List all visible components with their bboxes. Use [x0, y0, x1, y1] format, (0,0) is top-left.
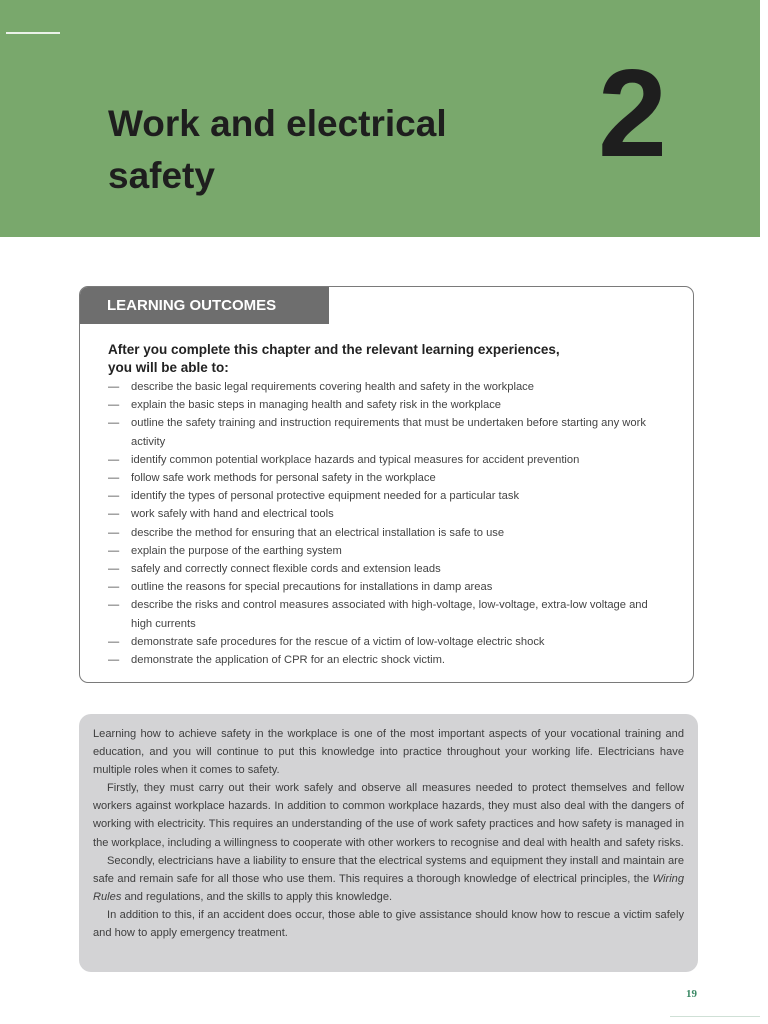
dash-bullet: — [108, 654, 120, 667]
outcome-item [108, 414, 668, 450]
outcome-item [108, 596, 668, 632]
outcome-text: work safely with hand and electrical tools [131, 508, 334, 521]
introduction-panel [79, 714, 698, 972]
outcome-text: follow safe work methods for personal safety in the workplace [131, 472, 436, 485]
learning-outcomes-list [108, 378, 668, 669]
outcome-text: demonstrate safe procedures for the rescue of a victim of low-voltage electric shock [131, 635, 545, 648]
outcome-item [108, 469, 668, 487]
dash-bullet: — [108, 490, 120, 503]
outcome-text: identify the types of personal protective equipment needed for a particular task [131, 490, 520, 503]
intro-paragraph-4: In addition to this, if an accident does occur, those able to give assistance should know how to rescue a victim safely and how to apply emergency treatment. [93, 908, 684, 940]
outcome-text: describe the basic legal requirements covering health and safety in the workplace [131, 381, 534, 393]
dash-bullet: — [108, 399, 120, 412]
chapter-header [0, 0, 760, 237]
outcome-item [108, 451, 668, 469]
intro-paragraph-2: Firstly, they must carry out their work safely and observe all measures needed to protect themselves and fellow workers against workplace hazards. In addition to common workplace hazards, they must also deal with the dangers of working with electricity. This requires an understanding of the use of work safety practices and how safety is managed in the workplace, including a willingness to cooperate with other workers to recognise and deal with health and safety risks. [93, 782, 684, 849]
dash-bullet: — [108, 563, 120, 576]
outcome-item [108, 378, 668, 396]
corner-mark [6, 32, 60, 34]
page-number: 19 [686, 988, 697, 1000]
wiring-rules-title: Wiring Rules [93, 872, 684, 903]
outcome-item [108, 651, 668, 669]
dash-bullet: — [108, 381, 120, 393]
outcome-item [108, 487, 668, 505]
dash-bullet: — [108, 417, 120, 430]
outcome-text: identify common potential workplace hazards and typical measures for accident prevention [131, 453, 580, 466]
outcome-text: explain the purpose of the earthing system [131, 544, 342, 557]
dash-bullet: — [108, 472, 120, 485]
intro-paragraph-3-start: Secondly, electricians have a liability to ensure that the electrical systems and equipment they install and maintain are safe and remain safe for all those who use them. This requires a thorough knowledge of electrical principles, the [93, 854, 684, 885]
outcome-item [108, 396, 668, 414]
chapter-title: Work and electrical safety [108, 103, 447, 196]
dash-bullet: — [108, 526, 120, 539]
outcome-item [108, 505, 668, 523]
learning-outcomes-intro: After you complete this chapter and the relevant learning experiences, you will be able to: [108, 342, 560, 375]
dash-bullet: — [108, 581, 120, 594]
outcome-text: explain the basic steps in managing health and safety risk in the workplace [131, 399, 502, 412]
dash-bullet: — [108, 635, 120, 648]
outcome-text: safely and correctly connect flexible cords and extension leads [131, 563, 441, 576]
dash-bullet: — [108, 453, 120, 466]
outcome-text: describe the method for ensuring that an electrical installation is safe to use [131, 526, 505, 539]
outcome-item [108, 633, 668, 651]
intro-paragraph-3 [93, 852, 684, 906]
intro-paragraph-3-end: and regulations, and the skills to apply this knowledge. [121, 890, 393, 903]
learning-outcomes-box [79, 286, 694, 683]
dash-bullet: — [108, 599, 120, 612]
outcome-text: outline the reasons for special precautions for installations in damp areas [131, 581, 493, 594]
intro-paragraph-1: Learning how to achieve safety in the workplace is one of the most important aspects of your vocational training and education, and you will continue to put this knowledge into practice throughout your working life. Electricians have multiple roles when it comes to safety. [93, 728, 684, 777]
outcome-item [108, 524, 668, 542]
dash-bullet: — [108, 544, 120, 557]
outcome-item [108, 560, 668, 578]
outcome-text: demonstrate the application of CPR for an electric shock victim. [131, 654, 446, 667]
outcome-text: outline the safety training and instruction requirements that must be undertaken before starting any work activity [131, 417, 646, 448]
outcome-item [108, 578, 668, 596]
dash-bullet: — [108, 508, 120, 521]
outcome-text: describe the risks and control measures associated with high-voltage, low-voltage, extra-low voltage and high currents [131, 599, 648, 630]
learning-outcomes-heading: LEARNING OUTCOMES [80, 287, 329, 324]
outcome-item [108, 542, 668, 560]
footer-rule [670, 1016, 760, 1017]
chapter-number: 2 [598, 45, 665, 183]
